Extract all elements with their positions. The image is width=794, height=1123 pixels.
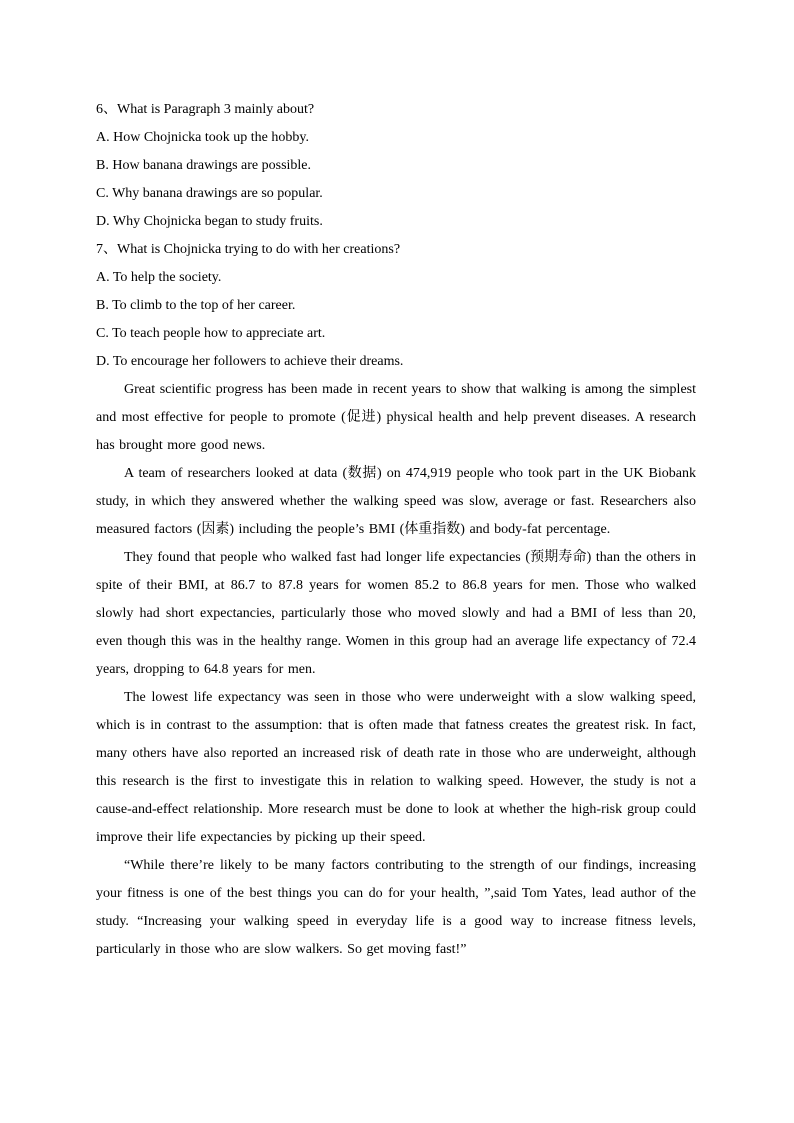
option-b: B. To climb to the top of her career. — [96, 298, 296, 313]
option-b: B. How banana drawings are possible. — [96, 158, 312, 173]
option-a: A. How Chojnicka took up the hobby. — [96, 130, 309, 145]
passage-paragraph-4: The lowest life expectancy was seen in those who were underweight with a slow walking speed, which is in contrast to the assumption: that is often made that fatness creates the greatest risk. In fact, many others have also reported an increased risk of death rate in those who are underweight, although this research is the first to investigate this in relation to walking speed. However, the study is not a cause-and-effect relationship. More research must be done to look at whether the high-risk group could improve their life expectancies by picking up their speed. — [96, 690, 696, 845]
option-c: C. Why banana drawings are so popular. — [96, 186, 323, 201]
option-a: A. To help the society. — [96, 270, 222, 285]
passage-paragraph-1: Great scientific progress has been made in recent years to show that walking is among the simplest and most effective for people to promote (促进) physical health and help prevent diseases. A research has brought more good news. — [96, 382, 696, 453]
question-stem: 6、What is Paragraph 3 mainly about? — [96, 102, 315, 117]
question-6 — [96, 96, 696, 236]
option-d: D. To encourage her followers to achieve their dreams. — [96, 354, 404, 369]
option-c: C. To teach people how to appreciate art. — [96, 326, 326, 341]
passage-paragraph-5: “While there’re likely to be many factors contributing to the strength of our findings, increasing your fitness is one of the best things you can do for your health, ”,said Tom Yates, lead author of the study. “Increasing your walking speed in everyday life is a good way to increase fitness levels, particularly in those who are slow walkers. So get moving fast!” — [96, 858, 696, 957]
option-d: D. Why Chojnicka began to study fruits. — [96, 214, 323, 229]
question-stem: 7、What is Chojnicka trying to do with her creations? — [96, 242, 401, 257]
passage-paragraph-3: They found that people who walked fast had longer life expectancies (预期寿命) than the others in spite of their BMI, at 86.7 to 87.8 years for women 85.2 to 86.8 years for men. Those who walked slowly had short expectancies, particularly those who moved slowly and had a BMI of less than 20, even though this was in the healthy range. Women in this group had an average life expectancy of 72.4 years, dropping to 64.8 years for men. — [96, 550, 696, 677]
reading-passage — [96, 376, 696, 964]
question-7 — [96, 236, 696, 376]
passage-paragraph-2: A team of researchers looked at data (数据) on 474,919 people who took part in the UK Biobank study, in which they answered whether the walking speed was slow, average or fast. Researchers also measured factors (因素) including the people’s BMI (体重指数) and body-fat percentage. — [96, 466, 696, 537]
document-content — [96, 96, 696, 964]
